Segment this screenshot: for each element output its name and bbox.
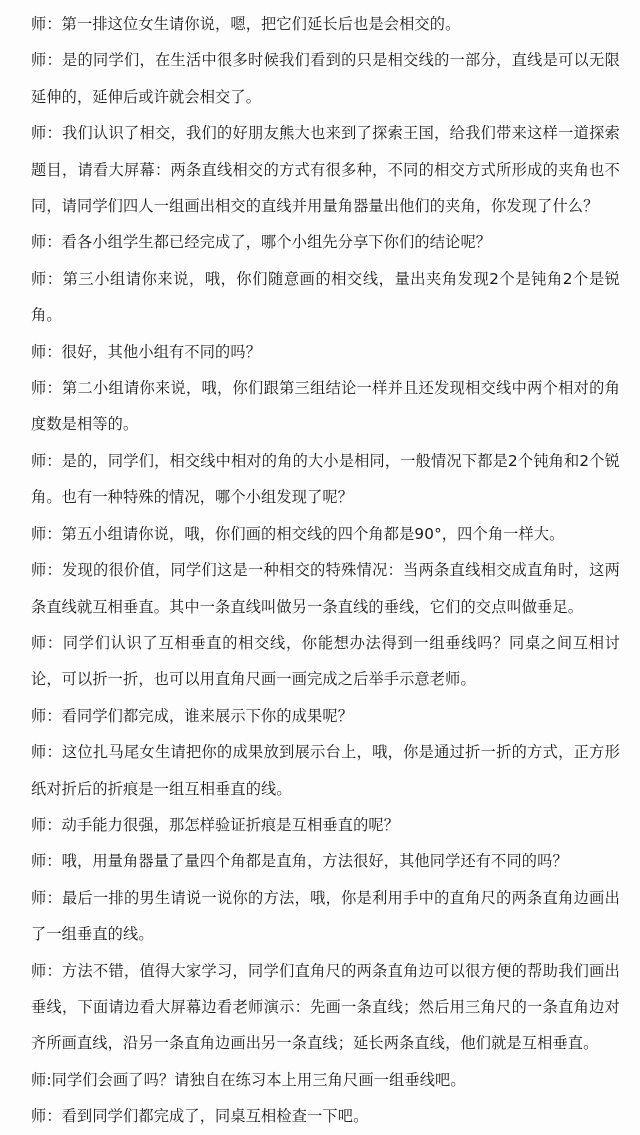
transcript-line: 师：这位扎马尾女生请把你的成果放到展示台上，哦，你是通过折一折的方式，正方形纸对折后的折痕是一组互相垂直的线。 (31, 743, 620, 798)
transcript-line: 师：最后一排的男生请说一说你的方法，哦，你是利用手中的直角尺的两条直角边画出了一组垂直的线。 (31, 888, 620, 944)
transcript-line: 师:同学们会画了吗？请独自在练习本上用三角尺画一组垂线吧。 (31, 1070, 466, 1089)
transcript-line: 师：哦，用量角器量了量四个角都是直角，方法很好，其他同学还有不同的吗？ (31, 852, 568, 871)
transcript-line: 师：动手能力很强，那怎样验证折痕是互相垂直的呢？ (31, 815, 400, 834)
transcript-line: 师：发现的很价值，同学们这是一种相交的特殊情况：当两条直线相交成直角时，这两条直线就互相垂直。其中一条直线叫做另一条直线的垂线，它们的交点叫做垂足。 (31, 561, 620, 616)
transcript-line: 师：第三小组请你来说，哦，你们随意画的相交线，量出夹角发现2个是钝角2个是锐角。 (31, 269, 620, 325)
transcript-line: 师：第一排这位女生请你说，嗯，把它们延长后也是会相交的。 (31, 15, 461, 33)
transcript-line: 师：看各小组学生都已经完成了，哪个小组先分享下你们的结论呢？ (31, 233, 492, 252)
transcript-line: 师：第五小组请你说，哦，你们画的相交线的四个角都是90°，四个角一样大。 (31, 524, 565, 543)
transcript-line: 师：第二小组请你来说，哦，你们跟第三组结论一样并且还发现相交线中两个相对的角度数是相等的。 (31, 379, 620, 434)
transcript-line: 师：看到同学们都完成了，同桌互相检查一下吧。 (31, 1107, 369, 1126)
transcript-line: 师：是的，同学们，相交线中相对的角的大小是相同，一般情况下都是2个钝角和2个锐角。也有一种特殊的情况，哪个小组发现了呢？ (31, 451, 620, 507)
transcript-line: 师：方法不错，值得大家学习，同学们直角尺的两条直角边可以很方便的帮助我们画出垂线，下面请边看大屏幕边看老师演示：先画一条直线；然后用三角尺的一条直角边对齐所画直线，沿另一条直角边画出另一条直线；延长两条直线，他们就是互相垂直。 (31, 961, 620, 1053)
transcript-line: 师：看同学们都完成，谁来展示下你的成果呢？ (31, 706, 354, 725)
transcript-line: 师：是的同学们，在生活中很多时候我们看到的只是相交线的一部分，直线是可以无限延伸的，延伸后或许就会相交了。 (31, 51, 620, 106)
transcript-line: 师：很好，其他小组有不同的吗？ (31, 342, 262, 361)
transcript-line: 师：我们认识了相交，我们的好朋友熊大也来到了探索王国，给我们带来这样一道探索题目，请看大屏幕：两条直线相交的方式有很多种，不同的相交方式所形成的夹角也不同，请同学们四人一组画出相交的直线并用量角器量出他们的夹角，你发现了什么？ (31, 124, 620, 216)
transcript-line: 师：同学们认识了互相垂直的相交线，你能想办法得到一组垂线吗？同桌之间互相讨论，可以折一折，也可以用直角尺画一画完成之后举手示意老师。 (31, 633, 620, 689)
